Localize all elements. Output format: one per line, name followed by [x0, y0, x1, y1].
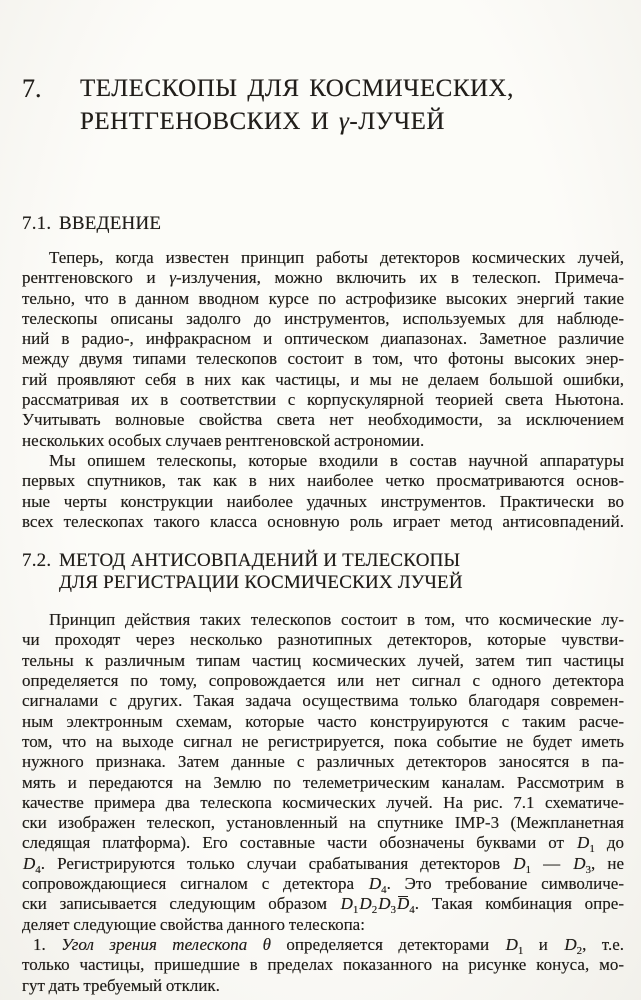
section-introduction [22, 213, 624, 532]
chapter-heading [22, 72, 624, 138]
chapter-number: 7. [22, 74, 42, 103]
text-line: первых спутников, так как в них наиболее четко просматриваются основ- [22, 471, 624, 491]
section-anticoincidence-method [22, 550, 624, 996]
text-line: РЕНТГЕНОВСКИХ И γ-ЛУЧЕЙ [80, 108, 445, 135]
text-line: следящая платформа). Его составные части обозначены буквами от $D_1$ до [22, 833, 624, 856]
text-line: Учитывать волновые свойства света нет необходимости, за исключением [22, 410, 624, 430]
text-line: чи проходят через несколько разнотипных детекторов, которые чувстви- [22, 630, 624, 650]
paragraph-method [22, 610, 624, 935]
text-line: сигналами с других. Такая задача осуществима только благодаря современ- [22, 691, 624, 711]
section-7-1-number: 7.1. [22, 213, 52, 234]
text-line: мять и передаются на Землю по телеметрическим каналам. Рассмотрим в [22, 772, 624, 792]
text-line: 1. Угол зрения телескопа θ определяется детекторами $D_1$ и $D_2$, т.е. [33, 934, 625, 957]
text-line: между двумя типами телескопов состоит в том, что фотоны высоких энер- [22, 349, 624, 369]
text-line: гий проявляют себя в них как частицы, и мы не делаем большой ошибки, [22, 369, 624, 389]
paragraph-intro-1 [22, 248, 624, 451]
text-line: рентгеновского и γ-излучения, можно включить их в телескоп. Примеча- [22, 268, 624, 288]
text-line: Мы опишем телескопы, которые входили в состав научной аппаратуры [49, 450, 624, 470]
text-line: ные черты конструкции наиболее удачных инструментов. Практически во [22, 491, 624, 511]
section-7-2-heading [22, 550, 624, 594]
chapter-title [80, 72, 514, 138]
text-line: ний в радио-, инфракрасном и оптическом диапазонах. Заметное различие [22, 329, 624, 349]
text-line: ски записывается следующим образом $D_1D_2D_3D_4$. Такая комбинация опре- [22, 894, 624, 917]
text-line: тельно, что в данном вводном курсе по астрофизике высоких энергий такие [22, 288, 624, 308]
text-line: тельны к различным типам частиц космических лучей, затем тип частицы [22, 650, 624, 670]
text-line: том, что на выходе сигнал не регистрируется, пока событие не будет иметь [22, 731, 624, 751]
text-line: сопровождающиеся сигналом с детектора $D_4$. Это требование символиче- [22, 874, 625, 897]
text-line: $D_4$. Регистрируются только случаи срабатывания детекторов $D_1$ — $D_3$, не [23, 853, 624, 876]
text-line: телескопы описаны задолго до инструментов, используемых для наблюде- [22, 308, 624, 328]
text-line: ТЕЛЕСКОПЫ ДЛЯ КОСМИЧЕСКИХ, [80, 75, 514, 102]
text-line: только частицы, пришедшие в пределах показанного на рисунке конуса, мо- [22, 955, 624, 975]
text-line: нужного признака. Затем данные с различных детекторов заносятся в па- [22, 752, 624, 772]
paragraph-intro-2 [22, 451, 624, 532]
section-7-2-number: 7.2. [22, 550, 52, 572]
text-line: гут дать требуемый отклик. [22, 975, 220, 995]
list-item-telescope-property-1 [22, 935, 624, 996]
text-line: качестве примера два телескопа космических лучей. На рис. 7.1 схематиче- [22, 792, 624, 812]
section-7-2-title [59, 550, 463, 594]
text-line: нескольких особых случаев рентгеновской астрономии. [22, 430, 425, 450]
text-line: деляет следующие свойства данного телескопа: [22, 914, 365, 934]
section-7-1-heading [22, 213, 624, 235]
text-line: ДЛЯ РЕГИСТРАЦИИ КОСМИЧЕСКИХ ЛУЧЕЙ [59, 572, 463, 594]
text-line: Принцип действия таких телескопов состоит в том, что космические лу- [49, 610, 624, 630]
text-line: МЕТОД АНТИСОВПАДЕНИЙ И ТЕЛЕСКОПЫ [59, 550, 461, 572]
text-line: рассматривая их в соответствии с корпускулярной теорией света Ньютона. [22, 390, 624, 410]
text-line: определяется по тому, сопровождается или нет сигнал с одного детектора [22, 671, 624, 691]
text-line: ным электронным схемам, которые часто конструируются с таким расче- [22, 711, 624, 731]
section-7-1-title: ВВЕДЕНИЕ [59, 213, 162, 234]
text-line: ски изображен телескоп, установленный на спутнике IMP-3 (Межпланетная [22, 813, 624, 833]
text-line: всех телескопах такого класса основную роль играет метод антисовпадений. [22, 511, 624, 531]
text-line: Теперь, когда известен принцип работы детекторов космических лучей, [49, 248, 624, 267]
